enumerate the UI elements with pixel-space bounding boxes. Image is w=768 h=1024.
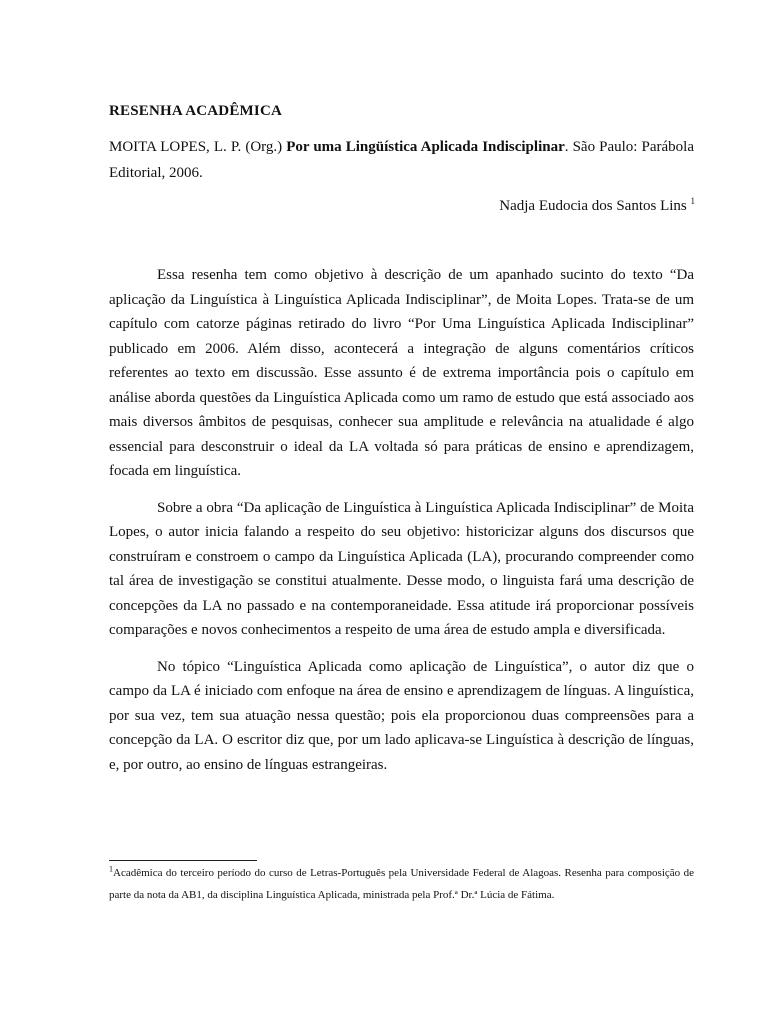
footnote-text: Acadêmica do terceiro período do curso de Letras-Português pela Universidade Federal de Alagoas. Resenha para composição de parte da nota da AB1, da disciplina Linguística Aplicada, ministrada pela Prof.ª Dr.ª Lúcia de Fátima.	[109, 867, 694, 901]
reference-publication: . São Paulo: Parábola Editorial, 2006.	[109, 139, 695, 181]
review-author-name: Nadja Eudocia dos Santos Lins	[499, 198, 687, 214]
review-body	[109, 263, 694, 789]
paragraph-3: No tópico “Linguística Aplicada como aplicação de Linguística”, o autor diz que o campo da LA é iniciado com enfoque na área de ensino e aprendizagem de línguas. A linguística, por sua vez, tem sua atuação nessa questão; pois ela proporcionou duas compreensões para a concepção da LA. O escritor diz que, por um lado aplicava-se Linguística à descrição de línguas, e, por outro, ao ensino de línguas estrangeiras.	[109, 658, 694, 773]
document-heading: RESENHA ACADÊMICA	[109, 103, 283, 119]
author-footnote-marker: 1	[690, 196, 695, 206]
review-author	[499, 198, 695, 215]
reference-book-title: Por uma Lingüística Aplicada Indisciplinar	[286, 139, 565, 155]
footnote	[109, 862, 694, 906]
paragraph-1: Essa resenha tem como objetivo à descrição de um apanhado sucinto do texto “Da aplicação da Linguística à Linguística Aplicada Indisciplinar”, de Moita Lopes. Trata-se de um capítulo com catorze páginas retirado do livro “Por Uma Linguística Aplicada Indisciplinar” publicado em 2006. Além disso, acontecerá a integração de alguns comentários críticos referentes ao texto em discussão. Esse assunto é de extrema importância pois o capítulo em análise aborda questões da Linguística Aplicada como um ramo de estudo que está associado aos mais diversos âmbitos de pesquisas, conhecer sua amplitude e relevância na atualidade é algo essencial para desconstruir o ideal da LA voltada só para práticas de ensino e aprendizagem, focada em linguística.	[109, 267, 694, 479]
footnote-marker: 1	[109, 864, 113, 874]
paragraph-2: Sobre a obra “Da aplicação de Linguística à Linguística Aplicada Indisciplinar” de Moita Lopes, o autor inicia falando a respeito do seu objetivo: historicizar alguns dos discursos que construíram e constroem o campo da Linguística Aplicada (LA), procurando compreender como tal área de investigação se constitui atualmente. Desse modo, o linguista fará uma descrição de concepções da LA no passado e na contemporaneidade. Essa atitude irá proporcionar possíveis comparações e novos conhecimentos a respeito de uma área de estudo ampla e diversificada.	[109, 499, 694, 638]
footnote-divider	[109, 860, 257, 861]
bibliographic-reference	[109, 134, 694, 186]
reference-authors: MOITA LOPES, L. P. (Org.)	[109, 139, 283, 155]
